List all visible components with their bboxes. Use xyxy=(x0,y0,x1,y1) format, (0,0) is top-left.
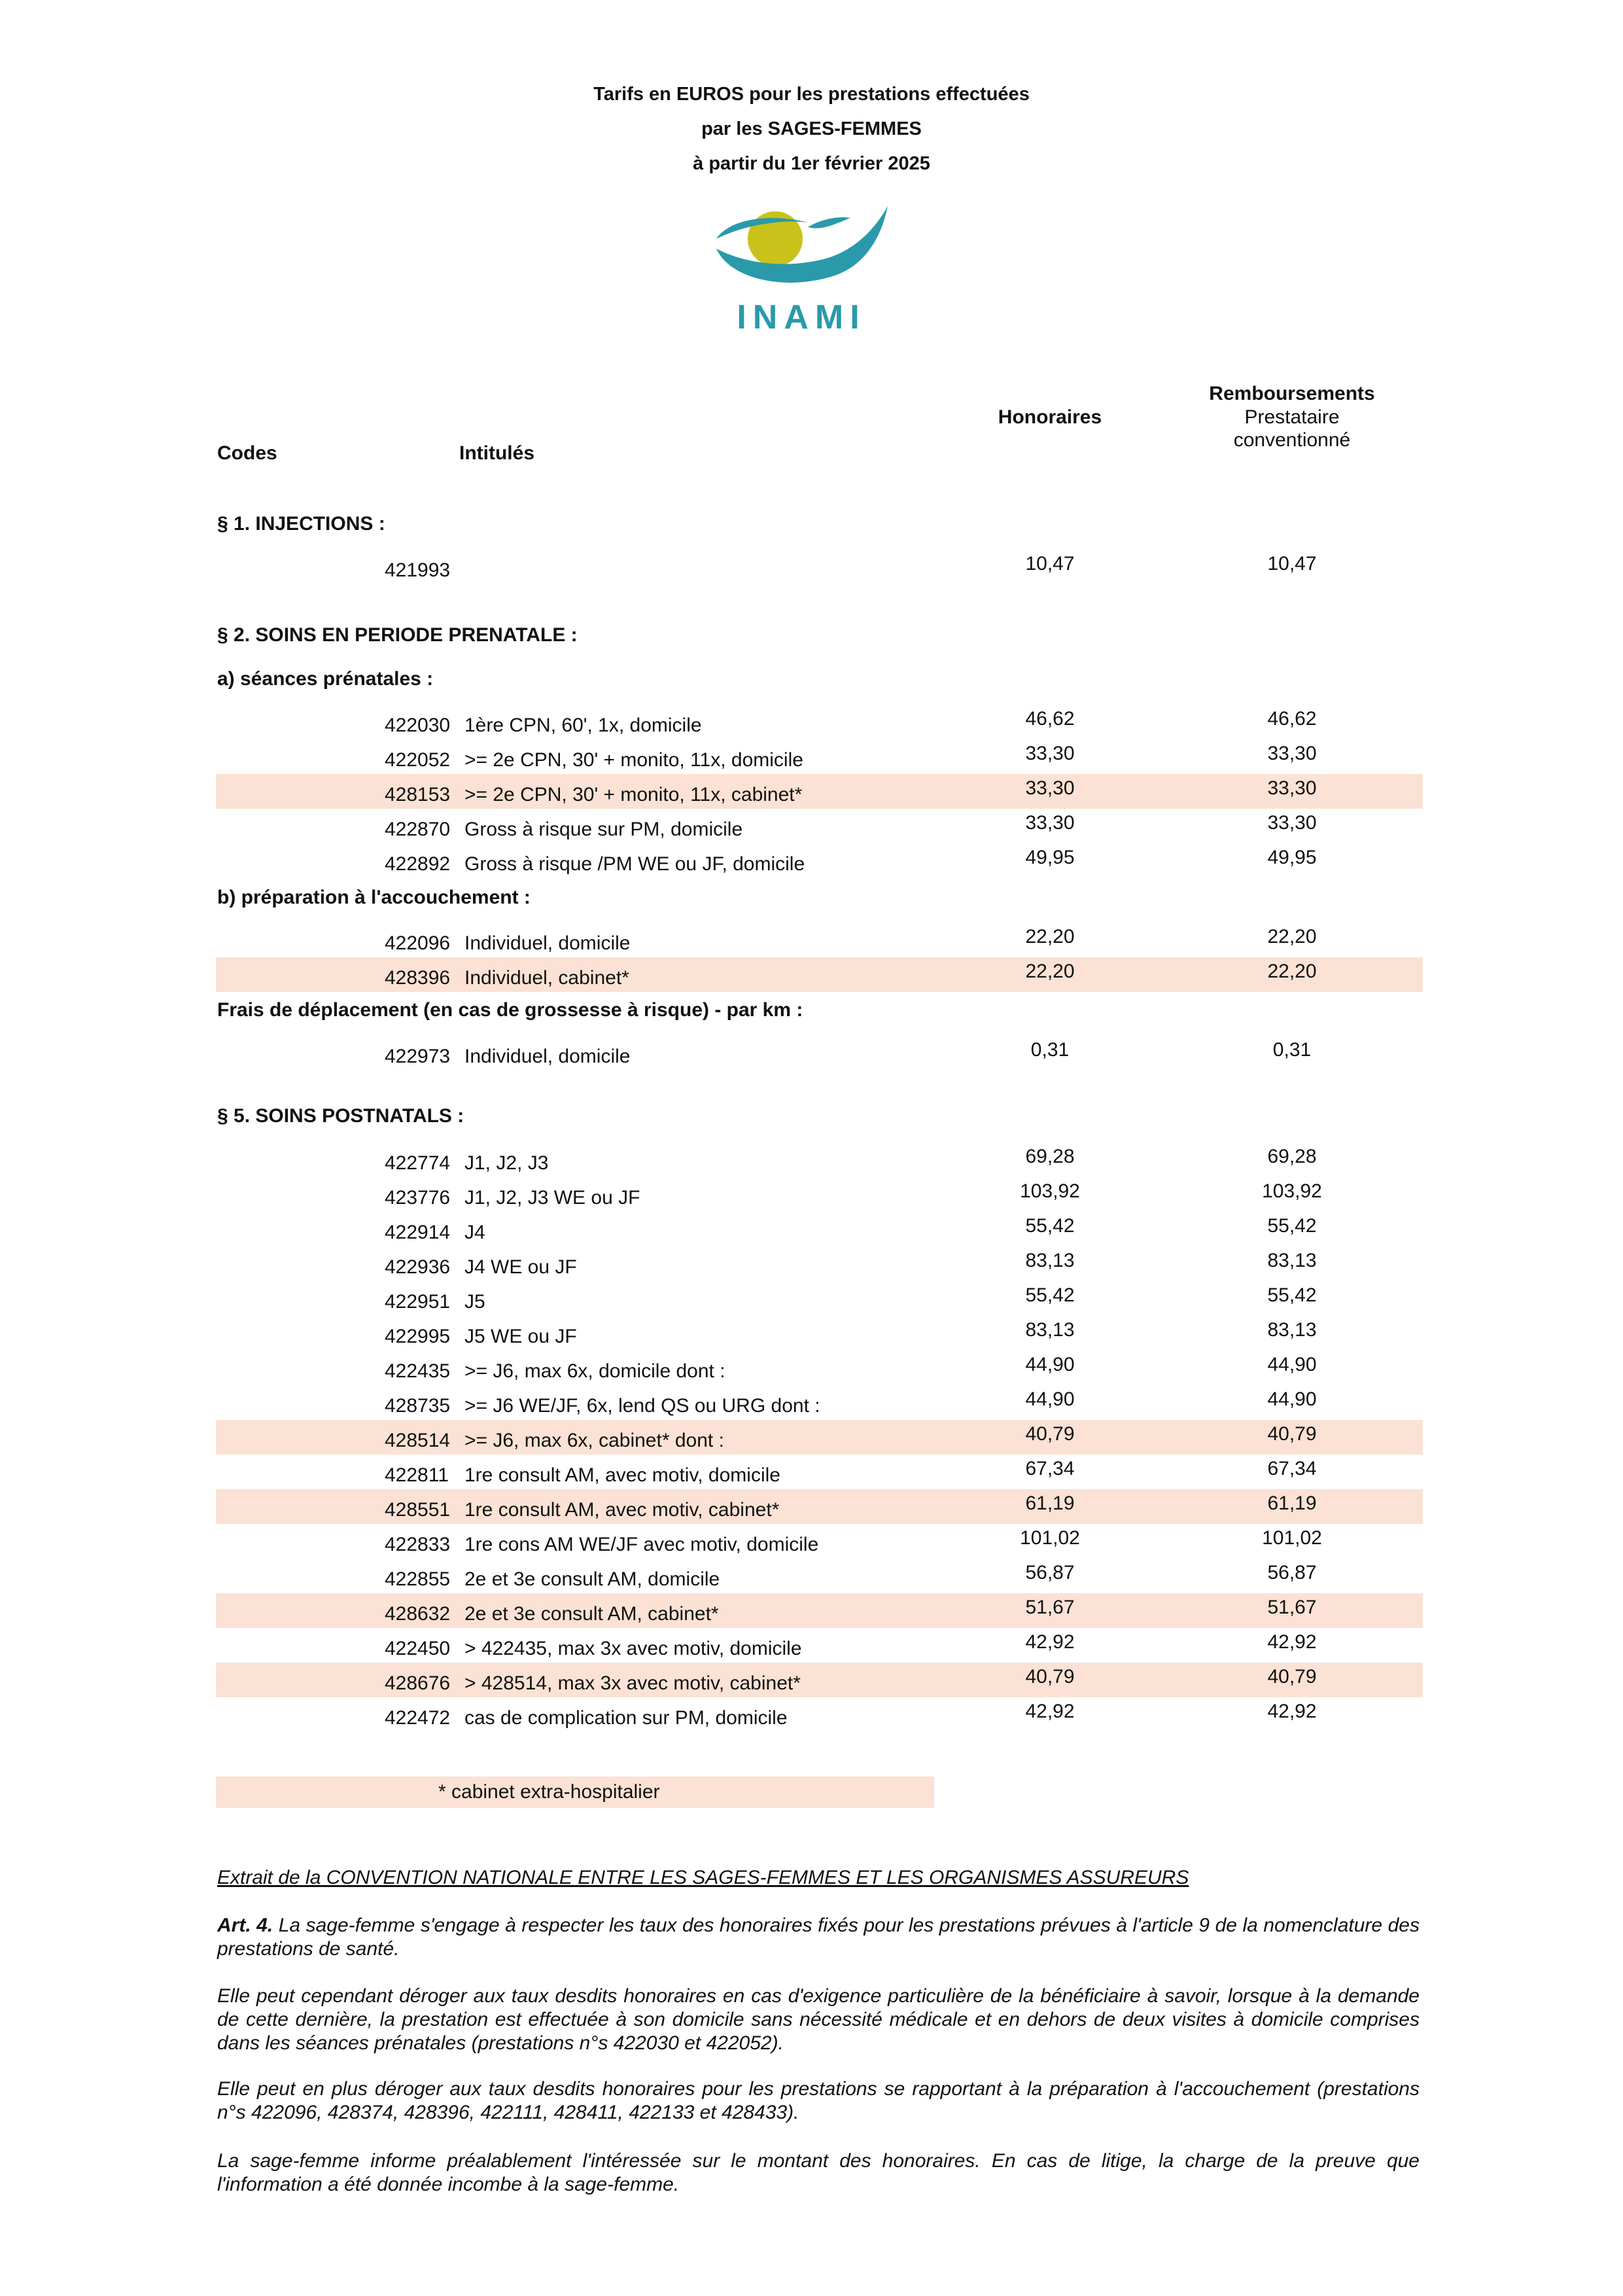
row-code: 422855 xyxy=(385,1568,451,1590)
inami-logo xyxy=(710,200,893,340)
row-label: >= 2e CPN, 30' + monito, 11x, domicile xyxy=(464,749,803,771)
row-code: 422435 xyxy=(385,1360,451,1382)
table-row xyxy=(216,923,1423,957)
table-row xyxy=(216,550,1423,584)
row-code: 428514 xyxy=(385,1430,451,1451)
row-code: 422951 xyxy=(385,1291,451,1313)
table-row xyxy=(216,1177,1423,1212)
title-line-3: à partir du 1er février 2025 xyxy=(693,153,930,174)
row-label: 1re consult AM, avec motiv, cabinet* xyxy=(464,1499,780,1521)
row-label: 1re consult AM, avec motiv, domicile xyxy=(464,1464,780,1486)
row-remboursement: 67,34 xyxy=(1267,1458,1317,1479)
row-honoraires: 83,13 xyxy=(1025,1319,1075,1341)
row-code: 422892 xyxy=(385,853,451,875)
table-row xyxy=(216,957,1423,992)
table-row xyxy=(216,843,1423,878)
footnote-text: * cabinet extra-hospitalier xyxy=(438,1781,660,1803)
row-honoraires: 51,67 xyxy=(1025,1597,1075,1618)
row-honoraires: 44,90 xyxy=(1025,1388,1075,1410)
row-label: Individuel, cabinet* xyxy=(464,967,629,989)
table-row xyxy=(216,739,1423,774)
row-honoraires: 67,34 xyxy=(1025,1458,1075,1479)
row-honoraires: 40,79 xyxy=(1025,1666,1075,1687)
header-intitules: Intitulés xyxy=(459,442,535,464)
table-row xyxy=(216,1036,1423,1070)
table-row xyxy=(216,1628,1423,1663)
row-label: >= J6, max 6x, domicile dont : xyxy=(464,1360,725,1382)
row-code: 422870 xyxy=(385,819,451,840)
row-honoraires: 44,90 xyxy=(1025,1354,1075,1375)
row-remboursement: 83,13 xyxy=(1267,1250,1317,1271)
section-injections: § 1. INJECTIONS : xyxy=(217,513,385,535)
paragraph-derogation-preparation: Elle peut en plus déroger aux taux desdits honoraires pour les prestations se rapportant à la préparation à l'accouchement (prestations n°s 422096, 428374, 428396, 422111, 428411, 422133 et 428433). xyxy=(217,2078,1420,2123)
row-label: Gross à risque sur PM, domicile xyxy=(464,819,743,840)
section-soins-postnatals: § 5. SOINS POSTNATALS : xyxy=(217,1105,464,1127)
row-code: 422936 xyxy=(385,1256,451,1278)
row-label: Gross à risque /PM WE ou JF, domicile xyxy=(464,853,805,875)
table-row xyxy=(216,1455,1423,1489)
row-remboursement: 33,30 xyxy=(1267,812,1317,834)
header-codes: Codes xyxy=(217,442,277,464)
section-soins-prenatale: § 2. SOINS EN PERIODE PRENATALE : xyxy=(217,624,578,646)
row-remboursement: 0,31 xyxy=(1272,1039,1312,1061)
table-row xyxy=(216,1281,1423,1316)
row-remboursement: 103,92 xyxy=(1262,1180,1322,1202)
row-code: 422811 xyxy=(385,1464,449,1486)
row-label: 1ère CPN, 60', 1x, domicile xyxy=(464,715,702,736)
row-label: 2e et 3e consult AM, cabinet* xyxy=(464,1603,719,1625)
row-honoraires: 56,87 xyxy=(1025,1562,1075,1583)
row-remboursement: 44,90 xyxy=(1267,1388,1317,1410)
table-row xyxy=(216,1489,1423,1524)
row-remboursement: 49,95 xyxy=(1267,847,1317,868)
row-honoraires: 0,31 xyxy=(1030,1039,1070,1061)
row-honoraires: 10,47 xyxy=(1025,553,1075,574)
row-label: J4 WE ou JF xyxy=(464,1256,577,1278)
title-line-1: Tarifs en EUROS pour les prestations effectuées xyxy=(593,84,1030,105)
row-code: 422995 xyxy=(385,1326,451,1347)
row-remboursement: 61,19 xyxy=(1267,1492,1317,1514)
table-row xyxy=(216,1420,1423,1455)
row-honoraires: 101,02 xyxy=(1020,1527,1080,1549)
row-code: 428153 xyxy=(385,784,451,805)
header-conventionne: conventionné xyxy=(1233,429,1351,451)
table-row xyxy=(216,705,1423,739)
row-label: > 428514, max 3x avec motiv, cabinet* xyxy=(464,1672,801,1694)
table-row xyxy=(216,1246,1423,1281)
row-label: Individuel, domicile xyxy=(464,1046,631,1067)
row-code: 428676 xyxy=(385,1672,451,1694)
row-honoraires: 40,79 xyxy=(1025,1423,1075,1445)
table-row xyxy=(216,774,1423,809)
row-honoraires: 103,92 xyxy=(1020,1180,1080,1202)
article-4-text: La sage-femme s'engage à respecter les taux des honoraires fixés pour les prestations prévues à l'article 9 de la nomenclature des prestations de santé. xyxy=(217,1915,1420,1960)
row-honoraires: 33,30 xyxy=(1025,777,1075,799)
row-code: 421993 xyxy=(385,559,451,581)
row-label: 1re cons AM WE/JF avec motiv, domicile xyxy=(464,1534,819,1555)
row-remboursement: 22,20 xyxy=(1267,926,1317,947)
row-code: 422096 xyxy=(385,932,451,954)
row-honoraires: 22,20 xyxy=(1025,961,1075,982)
row-remboursement: 55,42 xyxy=(1267,1284,1317,1306)
row-remboursement: 44,90 xyxy=(1267,1354,1317,1375)
row-code: 423776 xyxy=(385,1187,451,1209)
paragraph-derogation-domicile: Elle peut cependant déroger aux taux desdits honoraires en cas d'exigence particulière de la bénéficiaire à savoir, lorsque à la demande de cette dernière, la prestation est effectuée à son domicile sans nécessité médicale et en dehors de deux visites à domicile comprises dans les séances prénatales (prestations n°s 422030 et 422052). xyxy=(217,1985,1420,2054)
table-row xyxy=(216,1212,1423,1246)
row-code: 422472 xyxy=(385,1707,451,1729)
row-code: 422833 xyxy=(385,1534,451,1555)
header-prestataire: Prestataire xyxy=(1244,406,1340,428)
row-honoraires: 42,92 xyxy=(1025,1631,1075,1653)
row-honoraires: 33,30 xyxy=(1025,743,1075,764)
row-remboursement: 46,62 xyxy=(1267,708,1317,730)
table-row xyxy=(216,1351,1423,1385)
row-remboursement: 101,02 xyxy=(1262,1527,1322,1549)
section-frais-deplacement: Frais de déplacement (en cas de grossesse à risque) - par km : xyxy=(217,999,803,1021)
row-honoraires: 83,13 xyxy=(1025,1250,1075,1271)
header-honoraires: Honoraires xyxy=(998,406,1102,428)
inami-logo-icon xyxy=(710,200,893,298)
row-label: >= 2e CPN, 30' + monito, 11x, cabinet* xyxy=(464,784,803,805)
row-code: 422052 xyxy=(385,749,451,771)
row-label: cas de complication sur PM, domicile xyxy=(464,1707,788,1729)
row-label: J4 xyxy=(464,1222,485,1243)
row-honoraires: 61,19 xyxy=(1025,1492,1075,1514)
row-remboursement: 22,20 xyxy=(1267,961,1317,982)
row-label: >= J6 WE/JF, 6x, lend QS ou URG dont : xyxy=(464,1395,820,1417)
table-row xyxy=(216,1385,1423,1420)
row-remboursement: 51,67 xyxy=(1267,1597,1317,1618)
table-row xyxy=(216,809,1423,843)
title-line-2: par les SAGES-FEMMES xyxy=(701,118,922,139)
row-remboursement: 40,79 xyxy=(1267,1423,1317,1445)
row-label: J1, J2, J3 WE ou JF xyxy=(464,1187,640,1209)
row-remboursement: 42,92 xyxy=(1267,1701,1317,1722)
paragraph-information: La sage-femme informe préalablement l'intéressée sur le montant des honoraires. En cas de litige, la charge de la preuve que l'information a été donnée incombe à la sage-femme. xyxy=(217,2150,1420,2195)
row-honoraires: 22,20 xyxy=(1025,926,1075,947)
table-row xyxy=(216,1559,1423,1593)
row-honoraires: 46,62 xyxy=(1025,708,1075,730)
header-remboursements: Remboursements xyxy=(1209,383,1375,404)
row-code: 422914 xyxy=(385,1222,451,1243)
row-code: 422774 xyxy=(385,1152,451,1174)
row-remboursement: 55,42 xyxy=(1267,1215,1317,1237)
row-honoraires: 69,28 xyxy=(1025,1146,1075,1167)
logo-text: INAMI xyxy=(737,298,866,336)
article-4-paragraph xyxy=(217,1914,1420,1961)
row-honoraires: 33,30 xyxy=(1025,812,1075,834)
row-honoraires: 42,92 xyxy=(1025,1701,1075,1722)
article-4-label: Art. 4. xyxy=(217,1915,273,1936)
row-label: J1, J2, J3 xyxy=(464,1152,549,1174)
section-preparation-accouchement: b) préparation à l'accouchement : xyxy=(217,887,531,908)
table-row xyxy=(216,1593,1423,1628)
row-code: 422450 xyxy=(385,1638,451,1659)
row-remboursement: 40,79 xyxy=(1267,1666,1317,1687)
row-remboursement: 56,87 xyxy=(1267,1562,1317,1583)
row-code: 428735 xyxy=(385,1395,451,1417)
row-honoraires: 49,95 xyxy=(1025,847,1075,868)
table-row xyxy=(216,1524,1423,1559)
row-label: J5 WE ou JF xyxy=(464,1326,577,1347)
document-title xyxy=(0,77,1623,181)
table-row xyxy=(216,1142,1423,1177)
row-honoraires: 55,42 xyxy=(1025,1284,1075,1306)
row-remboursement: 33,30 xyxy=(1267,777,1317,799)
row-code: 422030 xyxy=(385,715,451,736)
table-row xyxy=(216,1697,1423,1732)
row-honoraires: 55,42 xyxy=(1025,1215,1075,1237)
row-label: Individuel, domicile xyxy=(464,932,631,954)
row-label: >= J6, max 6x, cabinet* dont : xyxy=(464,1430,724,1451)
row-label: 2e et 3e consult AM, domicile xyxy=(464,1568,720,1590)
row-code: 428396 xyxy=(385,967,451,989)
row-remboursement: 33,30 xyxy=(1267,743,1317,764)
table-row xyxy=(216,1316,1423,1351)
extract-title: Extrait de la CONVENTION NATIONALE ENTRE LES SAGES-FEMMES ET LES ORGANISMES ASSUREURS xyxy=(217,1867,1189,1888)
row-remboursement: 69,28 xyxy=(1267,1146,1317,1167)
row-label: > 422435, max 3x avec motiv, domicile xyxy=(464,1638,802,1659)
row-code: 422973 xyxy=(385,1046,451,1067)
row-remboursement: 83,13 xyxy=(1267,1319,1317,1341)
row-remboursement: 42,92 xyxy=(1267,1631,1317,1653)
row-remboursement: 10,47 xyxy=(1267,553,1317,574)
section-seances-prenatales: a) séances prénatales : xyxy=(217,668,434,690)
row-label: J5 xyxy=(464,1291,485,1313)
table-row xyxy=(216,1663,1423,1697)
footnote-cabinet xyxy=(216,1776,934,1808)
row-code: 428551 xyxy=(385,1499,451,1521)
row-code: 428632 xyxy=(385,1603,451,1625)
